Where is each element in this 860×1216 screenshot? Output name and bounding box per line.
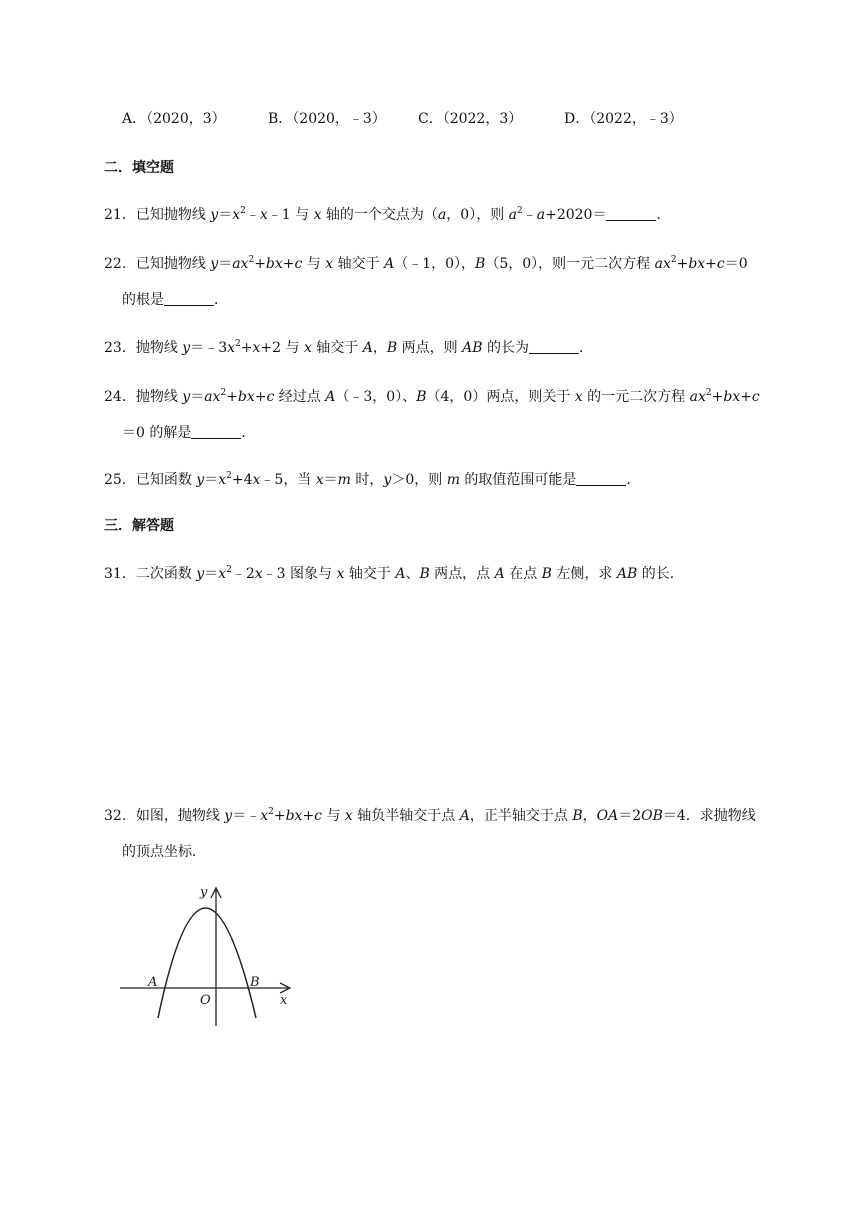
answer-blank — [164, 291, 214, 306]
origin-label: O — [200, 993, 211, 1008]
x-axis-label: x — [280, 993, 288, 1008]
question-22-line2: 的根是 ． — [122, 292, 228, 308]
question-23: 23．抛物线 $y=﹣3x^2+x+2$ 与 x 轴交于 A，B 两点，则 AB 的长为 ． — [104, 339, 593, 356]
question-32: 32．如图，抛物线 $y=﹣x^2+bx+c$ 与 x 轴负半轴交于点 A，正半轴交于点 B，OA＝2OB＝4．求抛物线 — [104, 807, 756, 824]
answer-blank — [606, 206, 656, 221]
option-d: D．（2022，﹣3） — [564, 111, 683, 127]
parabola-figure — [118, 878, 318, 1028]
option-b: B．（2020，﹣3） — [268, 111, 386, 127]
answer-blank — [529, 339, 579, 354]
answer-blank — [576, 471, 626, 486]
y-axis-label: y — [200, 885, 208, 900]
question-24: 24．抛物线 $y=ax^2+bx+c$ 经过点 A（﹣3，0）、B（4，0）两点，则关于 x 的一元二次方程 $ax^2+bx+c$ — [104, 388, 760, 405]
question-21: 21．已知抛物线 $y=x^2﹣x﹣1$ 与 x 轴的一个交点为（a，0），则 $a^2﹣a+2020=$ ． — [104, 206, 671, 223]
question-25: 25．已知函数 $y=x^2+4x﹣5$，当 x＝m 时，y＞0，则 m 的取值范围可能是 ． — [104, 471, 641, 488]
section-title-solutions: 三．解答题 — [104, 518, 174, 534]
question-31: 31．二次函数 $y=x^2﹣2x﹣3$ 图象与 x 轴交于 A、B 两点，点 A 在点 B 左侧，求 AB 的长． — [104, 565, 684, 582]
section-title-fill-in: 二．填空题 — [104, 160, 174, 176]
option-c: C．（2022，3） — [418, 111, 523, 127]
option-a: A．（2020，3） — [122, 111, 226, 127]
answer-blank — [191, 424, 241, 439]
point-b-label: B — [250, 975, 260, 990]
question-24-line2: ＝0 的解是 ． — [122, 425, 256, 441]
question-32-line2: 的顶点坐标． — [122, 844, 206, 860]
question-22: 22．已知抛物线 $y=ax^2+bx+c$ 与 x 轴交于 A（﹣1，0），B（5，0），则一元二次方程 $ax^2+bx+c=0$ — [104, 255, 748, 272]
point-a-label: A — [148, 975, 158, 990]
